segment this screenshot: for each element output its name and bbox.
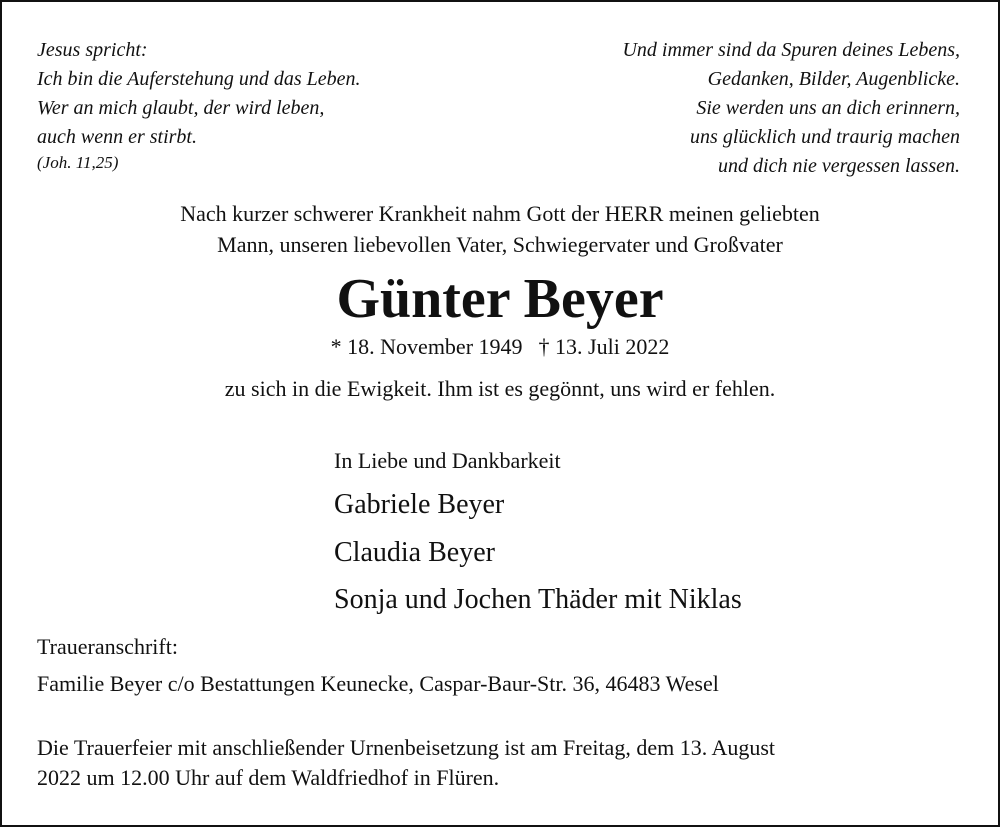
mourner-name: Sonja und Jochen Thäder mit Niklas: [334, 584, 742, 615]
mourner-name: Claudia Beyer: [334, 537, 495, 568]
life-dates: [2, 332, 998, 362]
bible-reference: (Joh. 11,25): [37, 153, 119, 172]
closing-text: zu sich in die Ewigkeit. Ihm ist es gegönnt, uns wird er fehlen.: [224, 376, 776, 401]
intro-line-2: Mann, unseren liebevollen Vater, Schwiegervater und Großvater: [217, 232, 783, 257]
memorial-poem: [622, 36, 960, 181]
bible-quote-line: Ich bin die Auferstehung und das Leben.: [37, 68, 361, 90]
service-line-2: 2022 um 12.00 Uhr auf dem Waldfriedhof in Flüren.: [37, 765, 500, 790]
bible-quote-line: Jesus spricht:: [37, 39, 148, 61]
poem-line: und dich nie vergessen lassen.: [718, 155, 960, 177]
poem-line: uns glücklich und traurig machen: [690, 126, 960, 148]
funeral-service-info: [37, 733, 957, 793]
service-line-1: Die Trauerfeier mit anschließender Urnenbeisetzung ist am Freitag, dem 13. August: [37, 735, 776, 760]
address-label: Traueranschrift:: [37, 634, 178, 659]
bible-quote-line: Wer an mich glaubt, der wird leben,: [37, 97, 325, 119]
bible-quote: [37, 36, 360, 152]
intro-line-1: Nach kurzer schwerer Krankheit nahm Gott der HERR meinen geliebten: [180, 201, 820, 226]
birth-date: * 18. November 1949: [330, 334, 523, 359]
mourning-address: Familie Beyer c/o Bestattungen Keunecke, Caspar-Baur-Str. 36, 46483 Wesel: [37, 671, 719, 696]
mourners-heading: In Liebe und Dankbarkeit: [334, 448, 561, 473]
mourner-name: Gabriele Beyer: [334, 489, 505, 520]
poem-line: Gedanken, Bilder, Augenblicke.: [707, 68, 960, 90]
deceased-name: Günter Beyer: [336, 268, 664, 330]
death-date: † 13. Juli 2022: [538, 334, 670, 359]
poem-line: Und immer sind da Spuren deines Lebens,: [622, 39, 960, 61]
bible-quote-line: auch wenn er stirbt.: [37, 126, 197, 148]
intro-text: [2, 198, 998, 260]
poem-line: Sie werden uns an dich erinnern,: [696, 97, 960, 119]
